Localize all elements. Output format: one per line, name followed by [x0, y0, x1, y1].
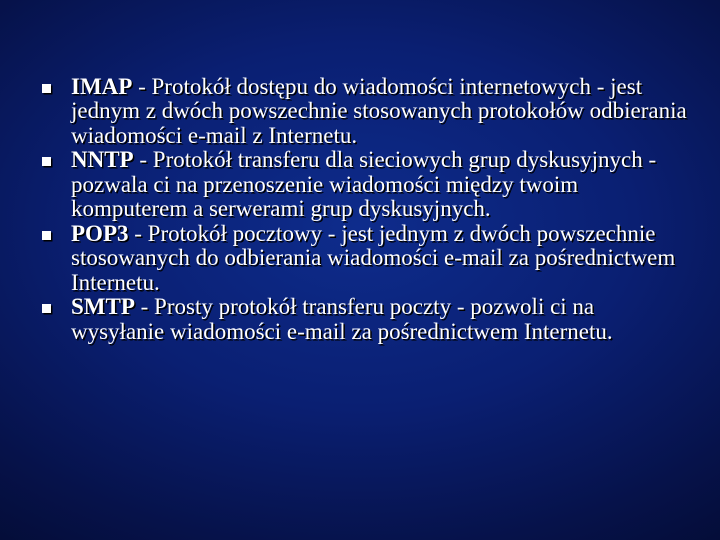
square-bullet-icon [42, 84, 51, 93]
square-bullet-icon [42, 304, 51, 313]
bullet-text: - Protokół pocztowy - jest jednym z dwóch powszechnie stosowanych do odbierania wiadomości e-mail za pośrednictwem Internetu. [71, 220, 676, 295]
bullet-term: NNTP [71, 147, 134, 173]
square-bullet-icon [42, 157, 51, 166]
bullet-text: - Protokół dostępu do wiadomości internetowych - jest jednym z dwóch powszechnie stosowanych protokołów odbierania wiadomości e-mail z Internetu. [71, 74, 687, 148]
bullet-text: - Prosty protokół transferu poczty - pozwoli ci na wysyłanie wiadomości e-mail za pośrednictwem Internetu. [71, 294, 613, 344]
bullet-text: - Protokół transferu dla sieciowych grup dyskusyjnych - pozwala ci na przenoszenie wiadomości między twoim komputerem a serwerami grup dyskusyjnych. [71, 147, 657, 222]
bullet-item-pop3 [40, 222, 690, 295]
bullet-item-imap [40, 75, 690, 148]
bullet-item-nntp [40, 148, 690, 221]
bullet-term: IMAP [71, 74, 133, 99]
square-bullet-icon [42, 231, 51, 240]
bullet-item-smtp [40, 295, 690, 344]
bullet-term: POP3 [71, 220, 129, 246]
bullet-list [40, 75, 690, 345]
bullet-term: SMTP [71, 294, 135, 320]
